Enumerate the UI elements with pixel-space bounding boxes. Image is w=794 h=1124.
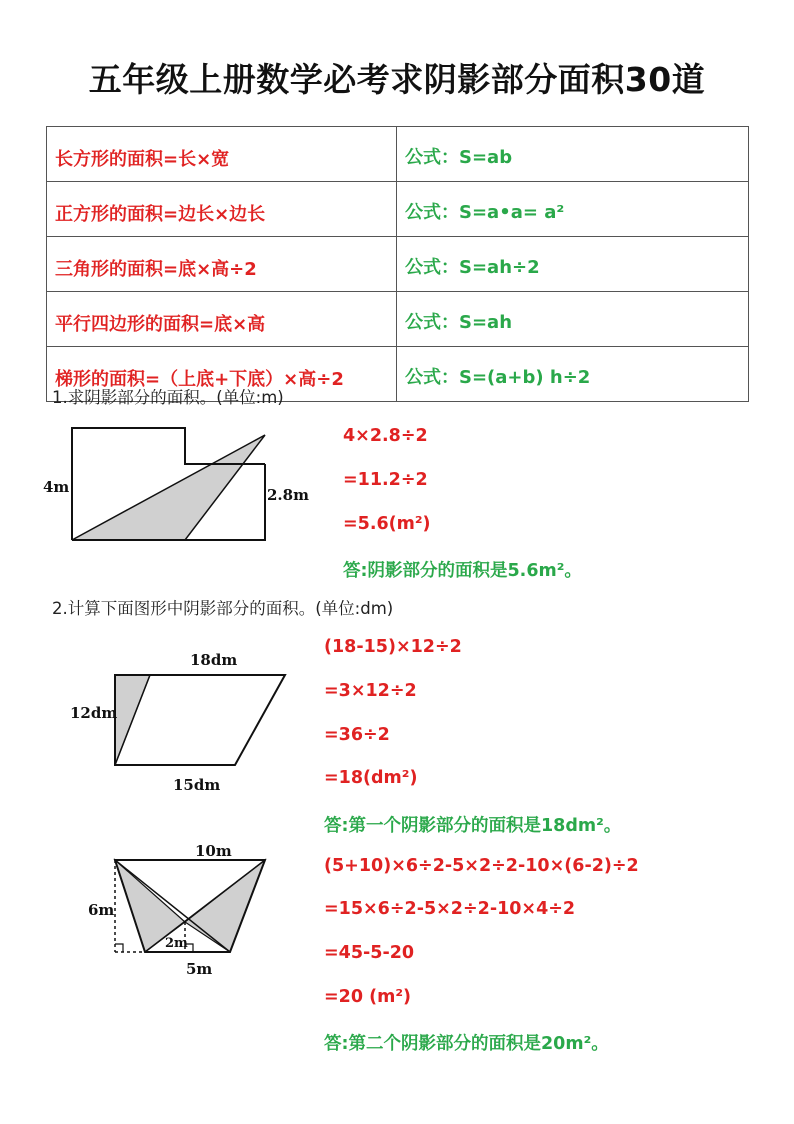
right-angle-mark <box>115 944 123 952</box>
q2-answer-1: 答:第一个阴影部分的面积是18dm²。 <box>324 816 622 836</box>
page-title: 五年级上册数学必考求阴影部分面积30道 <box>88 60 706 99</box>
question-2-text: 2.计算下面图形中阴影部分的面积。(单位:dm) <box>52 599 394 618</box>
formula-expression: 公式：S=ah <box>397 292 749 347</box>
label-6m: 6m <box>88 901 115 919</box>
label-5m: 5m <box>186 960 213 978</box>
formula-name: 正方形的面积=边长×边长 <box>47 182 397 237</box>
formula-expression: 公式：S=(a+b) h÷2 <box>397 347 749 402</box>
q2-answer-2: 答:第二个阴影部分的面积是20m²。 <box>324 1034 609 1054</box>
shaded-triangle <box>72 435 265 540</box>
q2-step: =15×6÷2-5×2÷2-10×4÷2 <box>324 899 576 919</box>
q2-step: (5+10)×6÷2-5×2÷2-10×(6-2)÷2 <box>324 856 639 876</box>
label-12dm: 12dm <box>70 704 118 722</box>
label-2-8m: 2.8m <box>267 486 309 504</box>
shaded-triangle-right <box>185 860 265 952</box>
formula-name: 平行四边形的面积=底×高 <box>47 292 397 347</box>
label-15dm: 15dm <box>173 776 221 794</box>
q2-step: =18(dm²) <box>324 768 418 788</box>
formula-expression: 公式：S=ah÷2 <box>397 237 749 292</box>
q2-step: =20 (m²) <box>324 987 412 1007</box>
q2-step: =3×12÷2 <box>324 681 417 701</box>
q1-step: =5.6(m²) <box>343 514 431 534</box>
table-row <box>47 127 749 182</box>
q2-step: (18-15)×12÷2 <box>324 637 462 657</box>
q2-step: =45-5-20 <box>324 943 415 963</box>
formula-name: 长方形的面积=长×宽 <box>47 127 397 182</box>
table-row <box>47 237 749 292</box>
label-4m: 4m <box>43 478 70 496</box>
q1-step: 4×2.8÷2 <box>343 426 428 446</box>
question-2-figure-2 <box>80 840 300 980</box>
question-1-figure <box>38 420 318 550</box>
label-10m: 10m <box>195 842 232 860</box>
formula-expression: 公式：S=a•a= a² <box>397 182 749 237</box>
q1-answer: 答:阴影部分的面积是5.6m²。 <box>343 561 582 581</box>
formula-table <box>46 126 749 402</box>
question-2-figure-1 <box>60 645 300 800</box>
formula-expression: 公式：S=ab <box>397 127 749 182</box>
label-18dm: 18dm <box>190 651 238 669</box>
question-1-text: 1.求阴影部分的面积。(单位:m) <box>52 388 284 407</box>
formula-name: 梯形的面积=（上底+下底）×高÷2 <box>47 347 397 402</box>
label-2m: 2m <box>165 936 188 951</box>
table-row <box>47 292 749 347</box>
table-row <box>47 182 749 237</box>
q1-step: =11.2÷2 <box>343 470 428 490</box>
q2-step: =36÷2 <box>324 725 390 745</box>
formula-name: 三角形的面积=底×高÷2 <box>47 237 397 292</box>
